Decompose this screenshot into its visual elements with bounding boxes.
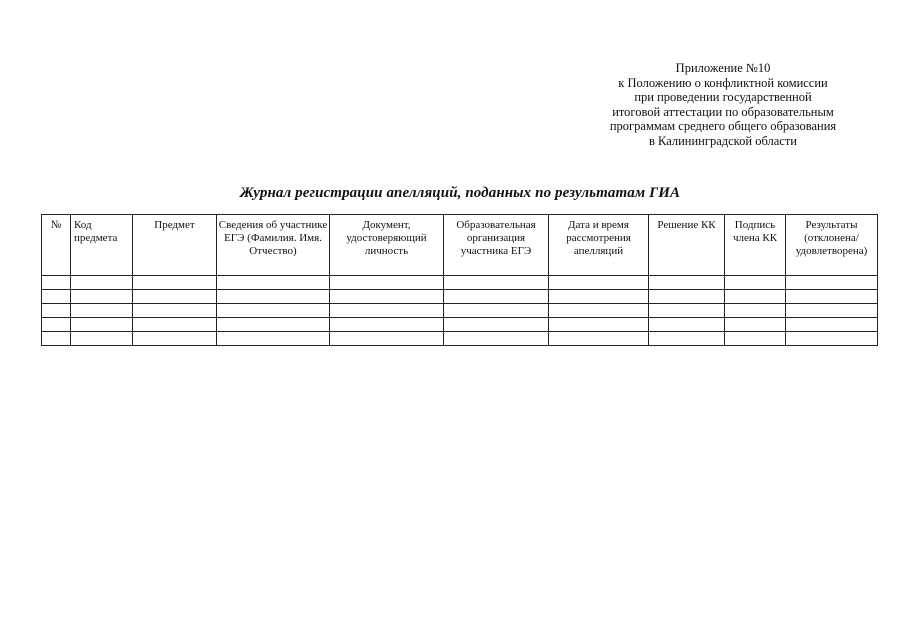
table-row <box>42 332 878 346</box>
table-cell <box>217 304 330 318</box>
table-cell <box>42 332 71 346</box>
table-cell <box>649 318 725 332</box>
table-cell <box>71 290 133 304</box>
table-cell <box>217 318 330 332</box>
table-cell <box>725 318 786 332</box>
table-cell <box>42 290 71 304</box>
column-header-result: Результаты (отклонена/ удовлетворена) <box>786 215 878 276</box>
table-cell <box>649 290 725 304</box>
column-header-number: № <box>42 215 71 276</box>
table-cell <box>649 304 725 318</box>
table-cell <box>444 318 549 332</box>
table-cell <box>330 276 444 290</box>
table-cell <box>133 304 217 318</box>
table-cell <box>217 276 330 290</box>
table-cell <box>330 332 444 346</box>
column-header-subject: Предмет <box>133 215 217 276</box>
appendix-line: к Положению о конфликтной комиссии <box>618 75 828 90</box>
table-header-row <box>42 215 878 276</box>
table-cell <box>71 276 133 290</box>
column-header-subject-code: Код предмета <box>71 215 133 276</box>
table-cell <box>71 318 133 332</box>
table-cell <box>649 332 725 346</box>
table-cell <box>330 290 444 304</box>
table-row <box>42 318 878 332</box>
table-cell <box>725 304 786 318</box>
table-cell <box>42 304 71 318</box>
table-body <box>42 276 878 346</box>
table-cell <box>42 318 71 332</box>
table-cell <box>444 276 549 290</box>
document-title: Журнал регистрации апелляций, поданных по результатам ГИА <box>239 185 681 201</box>
table-cell <box>71 332 133 346</box>
table-cell <box>444 290 549 304</box>
table-cell <box>549 332 649 346</box>
table-cell <box>133 290 217 304</box>
table-cell <box>330 304 444 318</box>
table-cell <box>133 276 217 290</box>
table-cell <box>549 290 649 304</box>
table-cell <box>649 276 725 290</box>
table-cell <box>786 332 878 346</box>
table-row <box>42 290 878 304</box>
appendix-line: итоговой аттестации по образовательным <box>612 104 834 119</box>
column-header-decision: Решение КК <box>649 215 725 276</box>
table-cell <box>217 290 330 304</box>
table-cell <box>786 318 878 332</box>
table-cell <box>71 304 133 318</box>
table-row <box>42 304 878 318</box>
table-cell <box>786 304 878 318</box>
column-header-identity-document: Документ, удостоверяющий личность <box>330 215 444 276</box>
column-header-review-datetime: Дата и время рассмотрения апелляций <box>549 215 649 276</box>
table-cell <box>549 304 649 318</box>
table-cell <box>330 318 444 332</box>
table-cell <box>133 318 217 332</box>
table-cell <box>549 276 649 290</box>
column-header-signature: Подпись члена КК <box>725 215 786 276</box>
table-cell <box>444 332 549 346</box>
table-cell <box>725 290 786 304</box>
appendix-header <box>596 61 850 149</box>
table-cell <box>725 332 786 346</box>
column-header-participant: Сведения об участнике ЕГЭ (Фамилия. Имя. Отчество) <box>217 215 330 276</box>
table-cell <box>217 332 330 346</box>
appeals-journal-table <box>41 214 878 346</box>
table-cell <box>725 276 786 290</box>
appendix-line: программам среднего общего образования <box>609 119 837 134</box>
table-cell <box>42 276 71 290</box>
table-cell <box>786 290 878 304</box>
table-cell <box>444 304 549 318</box>
table-row <box>42 276 878 290</box>
table-cell <box>786 276 878 290</box>
appendix-line: при проведении государственной <box>634 90 812 105</box>
appendix-line: Приложение №10 <box>675 61 771 75</box>
table-cell <box>133 332 217 346</box>
appendix-line: в Калининградской области <box>649 133 797 148</box>
column-header-organization: Образовательная организация участника ЕГЭ <box>444 215 549 276</box>
table-cell <box>549 318 649 332</box>
